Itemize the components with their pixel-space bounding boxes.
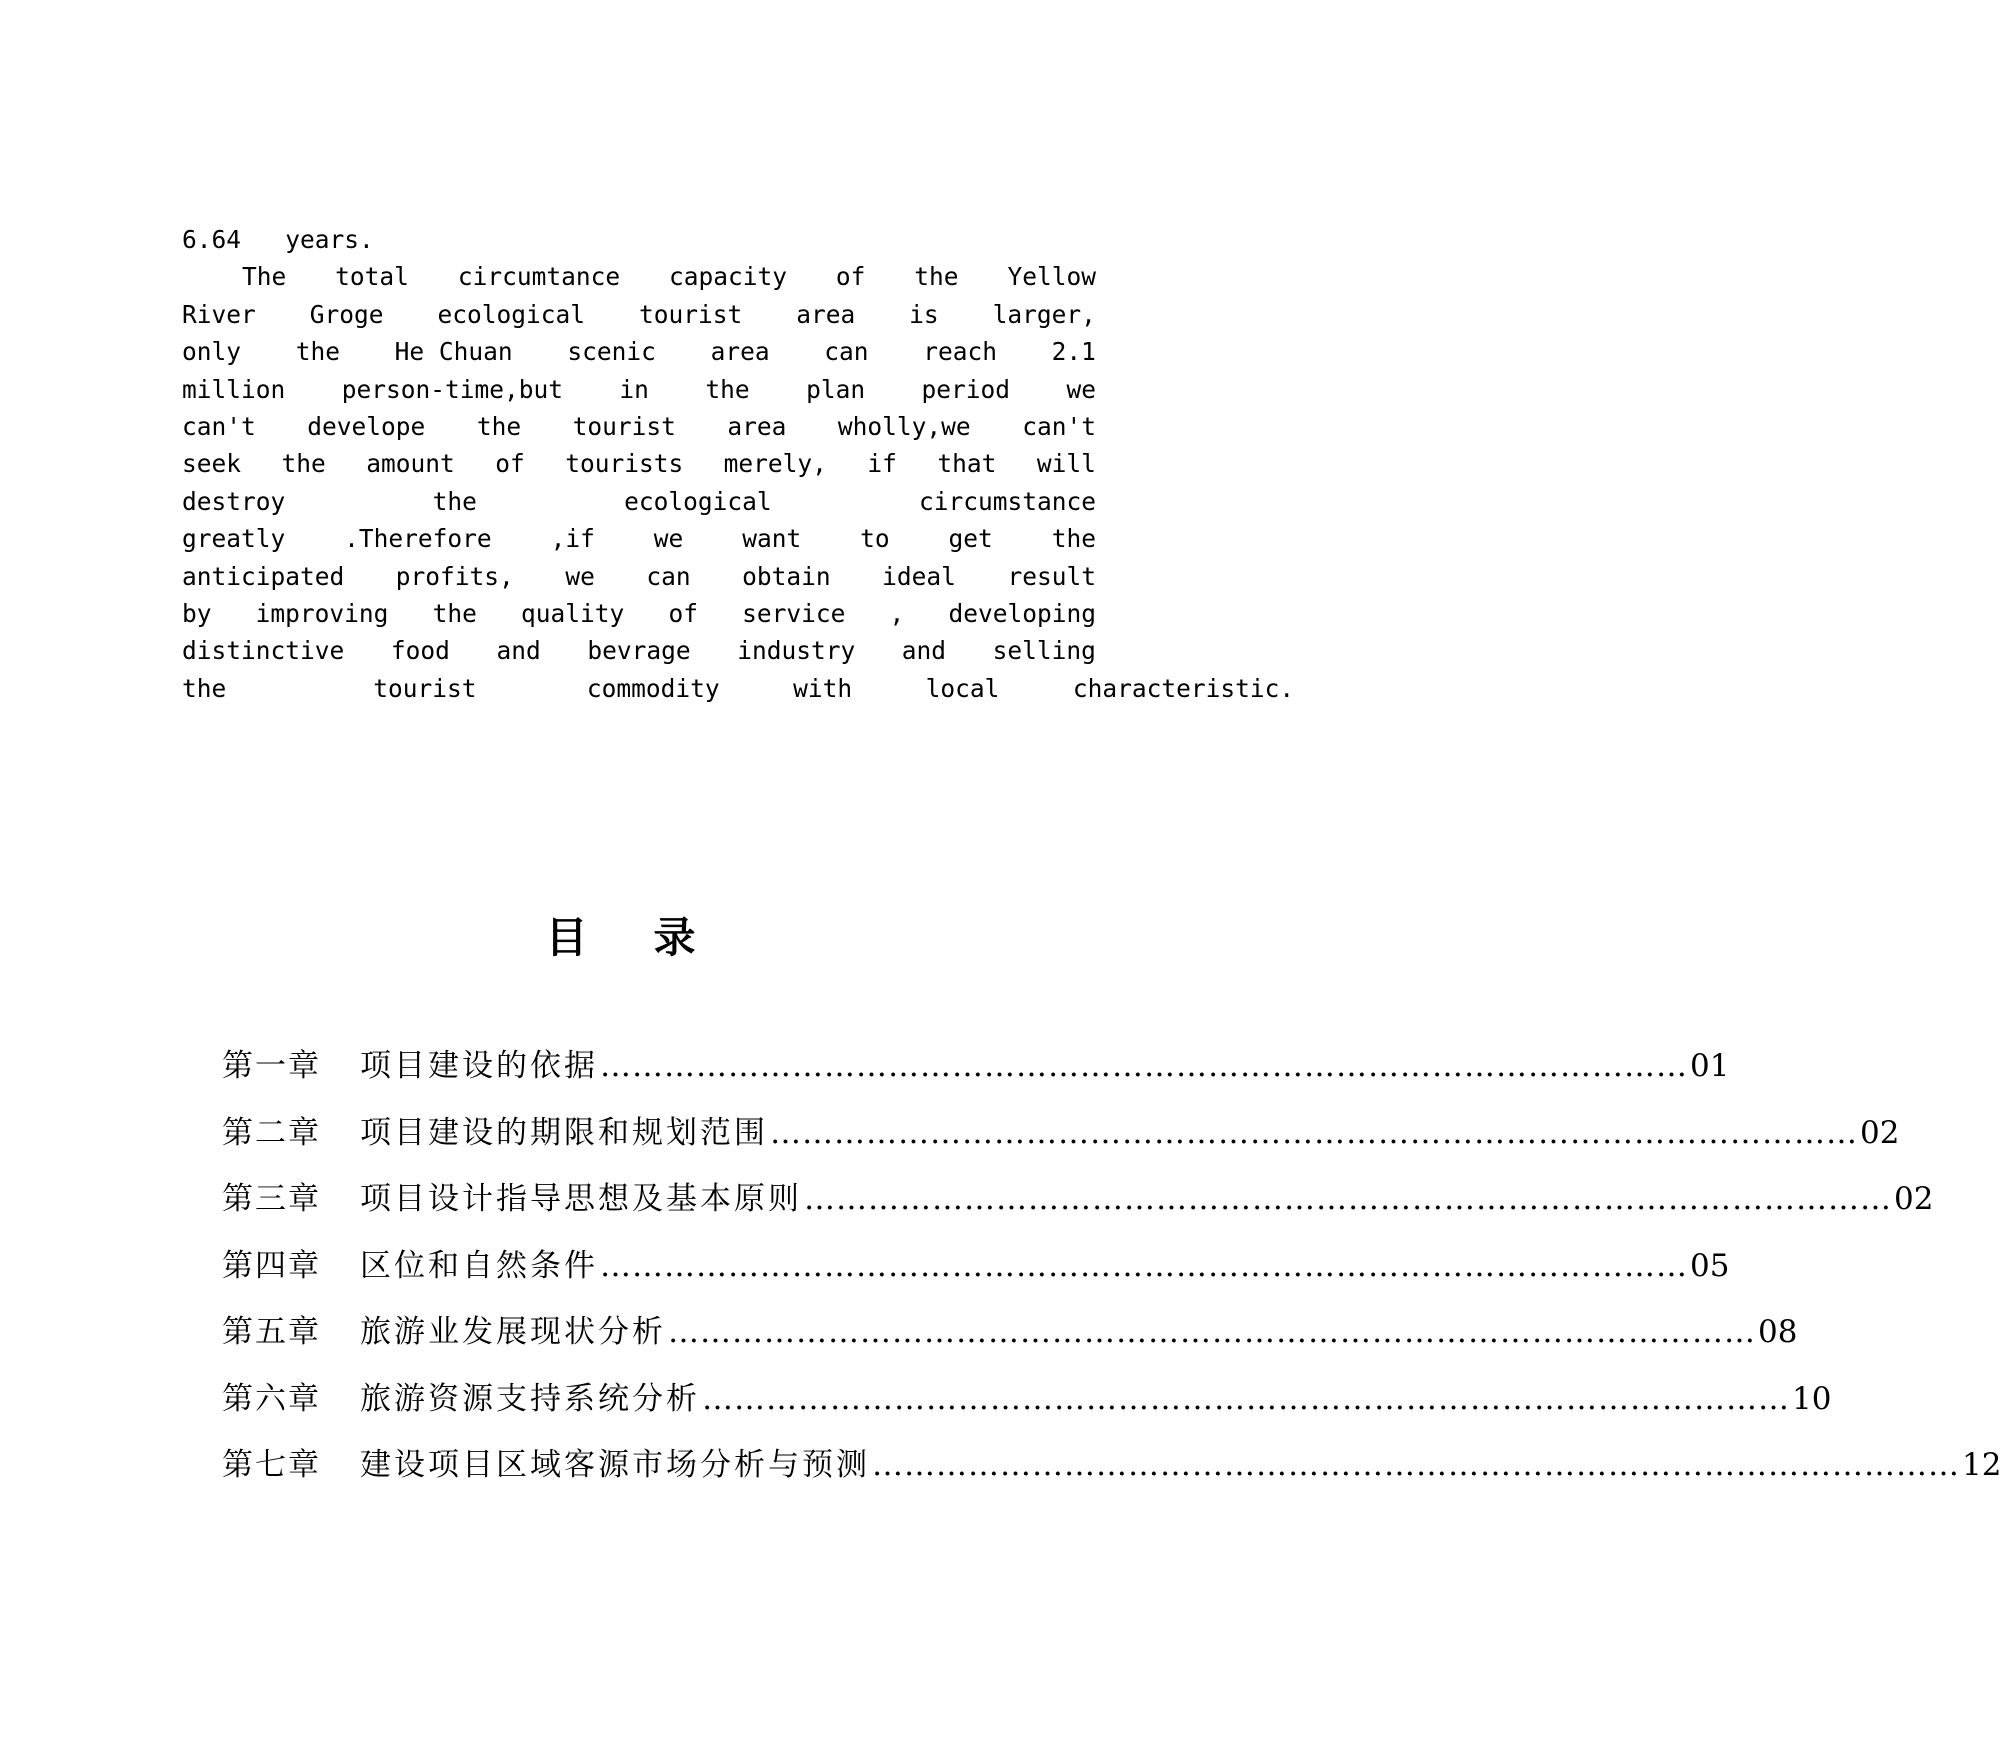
abstract-word: He Chuan [394,337,513,367]
abstract-word: years. [285,225,374,254]
abstract-word: the [1051,524,1096,554]
abstract-line [182,558,1096,595]
abstract-line [182,408,1096,445]
abstract-word: total [335,262,409,292]
abstract-word: only [182,337,242,367]
abstract-word: , [889,598,905,628]
abstract-word: the [705,374,750,404]
abstract-word: result [1007,561,1096,591]
abstract-word: distinctive [182,636,345,666]
abstract-word: area [727,411,787,441]
abstract-word: of [668,598,698,628]
abstract-word: circumstance [918,486,1096,516]
toc-title: 目录 [545,913,762,962]
toc-chapter: 第六章 [222,1380,321,1417]
abstract-word: ecological [624,486,772,516]
abstract-word: 2.1 [1051,337,1096,367]
abstract-word: we [565,561,595,591]
abstract-paragraph [182,221,1295,707]
toc-leader-dots [600,1248,1688,1284]
abstract-word: amount [366,449,455,479]
abstract-word: commodity [586,673,720,703]
abstract-word: the [432,598,477,628]
abstract-word: area [796,299,856,329]
abstract-word: the [432,486,477,516]
toc-chapter: 第一章 [222,1048,321,1084]
abstract-word: improving [255,598,389,628]
toc-page-number: 08 [1758,1314,1798,1350]
abstract-word: circumtance [457,262,621,292]
abstract-word: tourists [565,449,684,479]
abstract-word: will [1036,449,1096,479]
toc-page-number: 10 [1792,1380,1832,1417]
toc-page-number: 05 [1690,1247,1730,1284]
toc-text: 项目建设的依据 [360,1048,598,1084]
abstract-word: with [793,673,853,703]
toc-item[interactable] [222,1173,1934,1240]
abstract-line [182,221,1096,258]
toc-item[interactable] [222,1439,2001,1506]
abstract-word: characteristic. [1072,673,1295,703]
abstract-word: destroy [182,486,286,516]
abstract-word: ideal [882,561,956,591]
abstract-word: we [1066,374,1096,404]
abstract-word: can't [182,411,256,441]
toc-item[interactable] [222,1373,1832,1440]
abstract-word: the [182,673,227,703]
toc-text: 旅游业发展现状分析 [360,1314,666,1350]
toc-chapter: 第三章 [222,1181,321,1217]
abstract-word: Groge [309,299,384,329]
abstract-line [182,445,1096,482]
abstract-word: River [182,299,256,329]
abstract-word: the [476,411,522,441]
abstract-word: develope [307,411,426,441]
abstract-word: if [867,449,897,479]
abstract-word: quality [521,598,625,628]
abstract-word: and [496,636,541,666]
abstract-line [182,520,1096,557]
abstract-word: seek [182,449,242,479]
abstract-word: of [835,262,866,292]
toc-leader-dots [668,1314,1756,1350]
toc-leader-dots [600,1048,1688,1084]
toc-page-number: 02 [1894,1181,1934,1217]
abstract-line [182,296,1096,333]
abstract-line [182,632,1096,669]
table-of-contents [222,1040,2001,1506]
abstract-word: is [909,299,939,329]
toc-text: 旅游资源支持系统分析 [360,1380,700,1417]
abstract-word: food [390,636,450,666]
abstract-line [182,595,1096,632]
abstract-word: area [710,337,770,367]
toc-leader-dots [804,1181,1892,1217]
toc-chapter: 第四章 [222,1247,321,1284]
abstract-word: can [646,561,691,591]
abstract-word: and [901,636,947,666]
abstract-word: capacity [668,262,787,292]
toc-page-number: 01 [1690,1048,1730,1084]
toc-item[interactable] [222,1240,1730,1307]
abstract-word: anticipated [182,561,345,591]
abstract-word: can [824,337,869,367]
toc-text: 项目设计指导思想及基本原则 [360,1181,802,1217]
abstract-word: Yellow [1007,262,1096,292]
abstract-word: that [937,449,997,479]
toc-leader-dots [770,1115,1858,1151]
abstract-word: ecological [437,299,585,329]
abstract-word: scenic [567,337,656,367]
abstract-word: .Therefore [344,524,492,554]
abstract-word: get [948,524,993,554]
abstract-word: developing [948,598,1096,628]
abstract-word: tourist [572,411,676,441]
abstract-word: industry [737,636,856,666]
abstract-word: want [742,524,802,554]
toc-page-number: 12 [1962,1447,2001,1483]
abstract-word: the [281,449,326,479]
abstract-word: plan [806,374,866,404]
abstract-line [182,258,1096,295]
abstract-word: can't [1022,411,1096,441]
abstract-word: ,if [550,524,595,554]
abstract-word: tourist [638,299,743,329]
toc-text: 项目建设的期限和规划范围 [360,1114,768,1151]
abstract-word: 6.64 [182,225,242,254]
toc-chapter: 第七章 [222,1447,321,1483]
toc-text: 建设项目区域客源市场分析与预测 [360,1447,870,1483]
toc-page-number: 02 [1860,1114,1900,1151]
abstract-line [182,670,1295,707]
abstract-word: selling [992,636,1096,666]
toc-text: 区位和自然条件 [360,1247,598,1284]
abstract-word: The [242,262,287,292]
toc-item[interactable] [222,1107,1900,1174]
abstract-word: tourist [373,673,477,703]
toc-item[interactable] [222,1040,1730,1107]
abstract-word: we [653,524,684,554]
abstract-word: wholly,we [837,411,971,441]
abstract-word: million [182,374,286,404]
toc-leader-dots [702,1381,1790,1417]
abstract-word: greatly [182,524,286,554]
toc-leader-dots [872,1447,1960,1483]
abstract-word: period [921,374,1011,404]
toc-item[interactable] [222,1306,1798,1373]
abstract-word: obtain [742,561,831,591]
abstract-word: merely, [723,449,827,479]
abstract-word: the [295,337,340,367]
abstract-line [182,483,1096,520]
abstract-word: profits, [395,561,514,591]
abstract-word: local [925,673,1000,703]
abstract-word: larger, [992,299,1096,329]
abstract-word: person-time,but [341,374,563,404]
toc-chapter: 第二章 [222,1114,321,1151]
abstract-word: service [742,598,846,628]
abstract-word: the [914,262,959,292]
abstract-word: reach [923,337,997,367]
abstract-line [182,333,1096,370]
abstract-word: to [860,524,890,554]
abstract-line [182,371,1096,408]
abstract-word: of [495,449,525,479]
abstract-word: by [182,598,212,628]
abstract-word: bevrage [587,636,691,666]
toc-chapter: 第五章 [222,1314,321,1350]
abstract-word: in [619,374,649,404]
